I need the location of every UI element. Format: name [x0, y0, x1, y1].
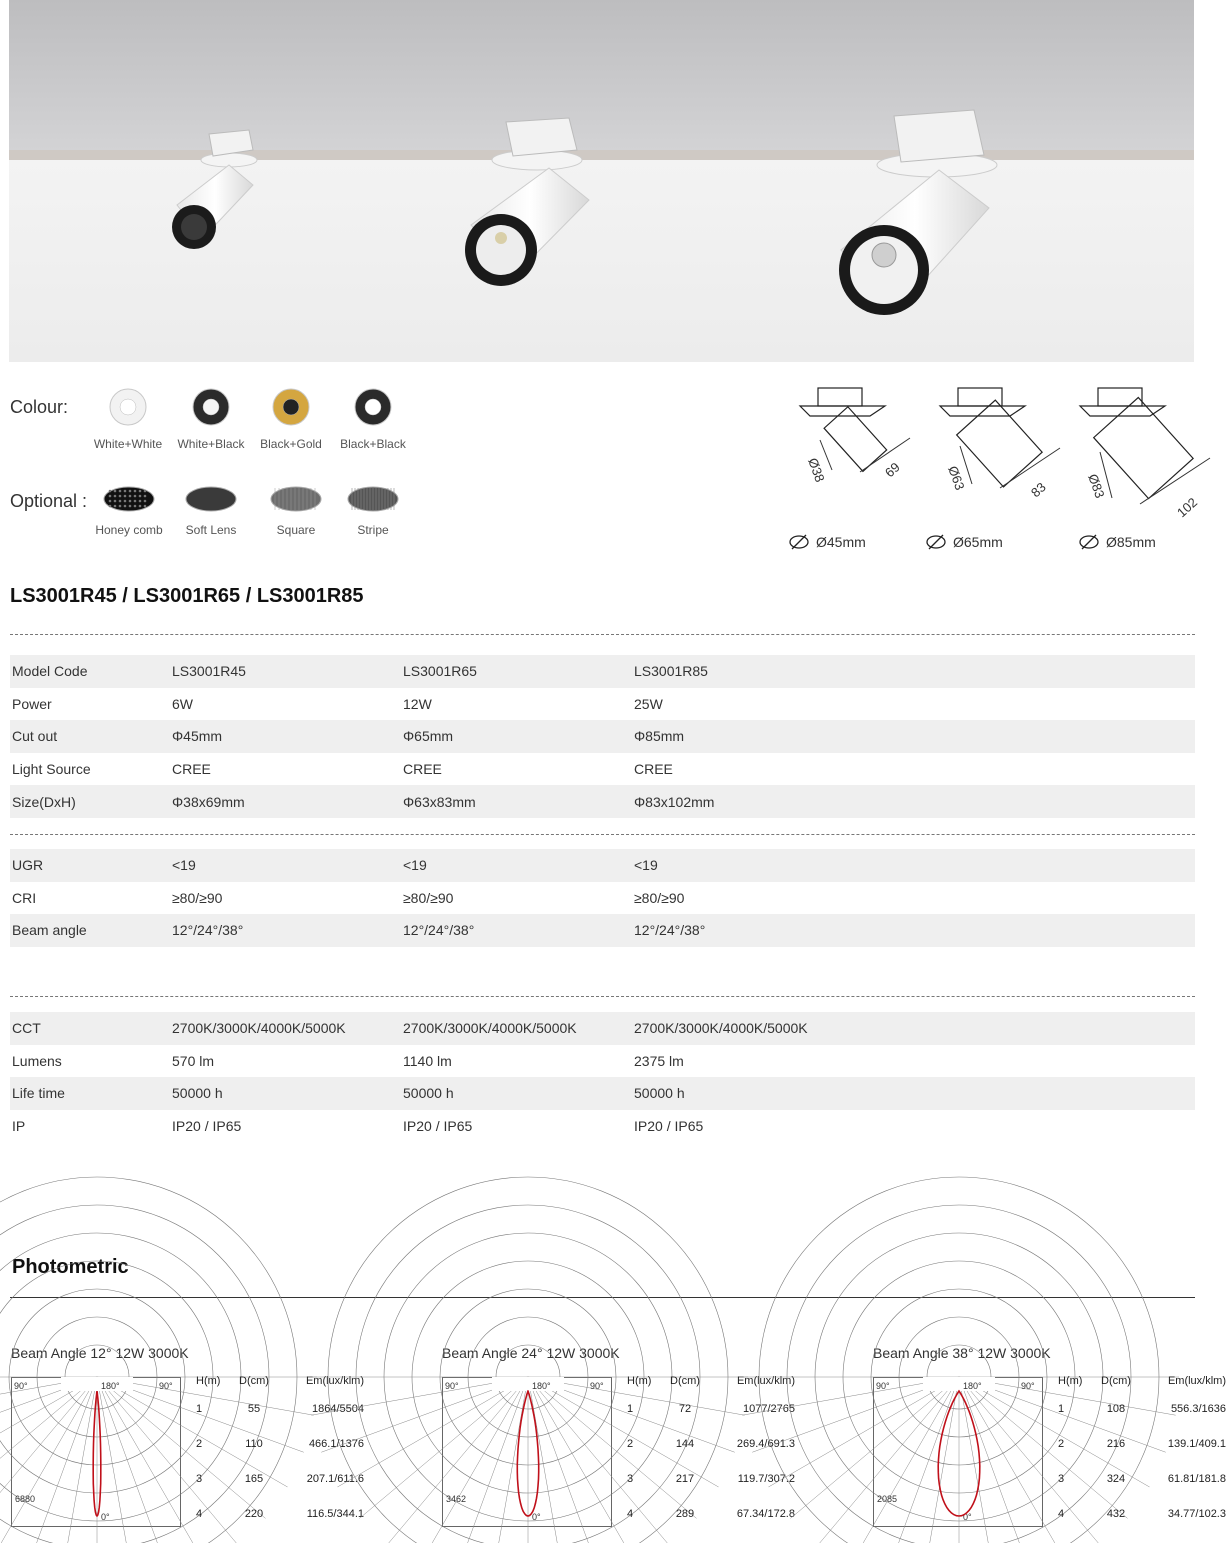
spec-row [10, 1077, 1195, 1110]
spec-value: 6W [172, 695, 193, 712]
colour-option-label: White+Black [177, 437, 245, 451]
photometric-cell: 144 [675, 1438, 695, 1450]
spec-row [10, 753, 1195, 786]
polar-axis-label: 90° [14, 1381, 28, 1391]
colour-option[interactable] [328, 387, 418, 451]
photometric-row [1058, 1438, 1226, 1473]
photometric-cell: 3 [627, 1473, 634, 1485]
spec-label: Beam angle [12, 922, 87, 939]
dimension-drawing [940, 388, 1060, 500]
spec-value: 2700K/3000K/4000K/5000K [172, 1020, 346, 1037]
dimension-drawing [1080, 388, 1210, 520]
photometric-header: Em(lux/klm) [305, 1375, 364, 1387]
cutout-size [1078, 534, 1156, 550]
spec-row [10, 882, 1195, 915]
spotlight-small [172, 130, 257, 249]
dimension-drawings [760, 380, 1201, 555]
product-photo [9, 0, 1194, 362]
spec-value: Φ63x83mm [403, 793, 476, 810]
photometric-cell: 207.1/611.6 [306, 1473, 364, 1485]
spec-value: Φ65mm [403, 728, 454, 745]
photometric-row [196, 1508, 364, 1543]
photometric-row [627, 1473, 795, 1508]
photometric-cell: 216 [1106, 1438, 1126, 1450]
spec-label: Light Source [12, 761, 91, 778]
spec-value: 50000 h [634, 1085, 685, 1102]
photometric-row [627, 1508, 795, 1543]
spec-row [10, 688, 1195, 721]
spec-label: Power [12, 695, 52, 712]
spec-value: IP20 / IP65 [403, 1118, 473, 1135]
colour-option-label: White+White [93, 437, 163, 451]
photometric-table [196, 1375, 364, 1543]
photometric-chart-title: Beam Angle 24° 12W 3000K [442, 1345, 620, 1361]
spec-value: <19 [403, 857, 427, 874]
photometric-header: D(cm) [239, 1375, 269, 1387]
photometric-cell: 466.1/1376 [308, 1438, 364, 1450]
optional-accessory-label: Square [276, 523, 316, 537]
colour-swatch-icon [271, 387, 311, 427]
spec-value: 12°/24°/38° [403, 922, 475, 939]
spec-value: 570 lm [172, 1052, 215, 1069]
spec-value: Φ85mm [634, 728, 685, 745]
spec-value: ≥80/≥90 [634, 889, 685, 906]
optional-accessory-label: Honey comb [95, 523, 163, 537]
cutout-icon [925, 534, 947, 550]
polar-max-label: 6880 [15, 1494, 36, 1504]
spec-value: 1140 lm [403, 1052, 452, 1069]
optional-accessory[interactable] [328, 485, 418, 537]
photometric-cell: 1 [1058, 1403, 1065, 1415]
spec-table-optics [10, 849, 1195, 947]
spec-value: 2700K/3000K/4000K/5000K [403, 1020, 577, 1037]
photometric-cell: 139.1/409.1 [1167, 1438, 1226, 1450]
spec-value: 12W [403, 695, 432, 712]
photometric-cell: 4 [196, 1508, 203, 1520]
spec-value: Φ38x69mm [172, 793, 245, 810]
cutout-icon [788, 534, 810, 550]
cutout-size [788, 534, 866, 550]
photometric-cell: 2 [1058, 1438, 1065, 1450]
optional-accessory-label: Stripe [357, 523, 389, 537]
polar-axis-label: 90° [876, 1381, 890, 1391]
photometric-row [196, 1403, 364, 1438]
photometric-header: Em(lux/klm) [736, 1375, 795, 1387]
photometric-chart [442, 1345, 795, 1534]
cutout-icon [1078, 534, 1100, 550]
spec-value: 50000 h [403, 1085, 454, 1102]
diameter-label: Ø83 [1085, 471, 1108, 501]
polar-diagram [442, 1377, 612, 1527]
spec-value: IP20 / IP65 [172, 1118, 242, 1135]
spec-value: CREE [172, 761, 211, 778]
photometric-cell: 1 [196, 1403, 203, 1415]
spec-value: <19 [172, 857, 196, 874]
spec-value: 50000 h [172, 1085, 223, 1102]
spec-value: LS3001R85 [634, 663, 708, 680]
photometric-cell: 55 [247, 1403, 261, 1415]
spotlight-illustration [9, 0, 1194, 362]
photometric-cell: 34.77/102.3 [1167, 1508, 1226, 1520]
photometric-row [627, 1403, 795, 1438]
diameter-label: Ø38 [805, 455, 828, 485]
photometric-cell: 4 [1058, 1508, 1065, 1520]
photometric-cell: 3 [1058, 1473, 1065, 1485]
colour-option-label: Black+Gold [260, 437, 322, 451]
height-label: 69 [881, 459, 903, 481]
spec-row [10, 1045, 1195, 1078]
optional-accessory[interactable] [166, 485, 256, 537]
spec-label: Size(DxH) [12, 793, 76, 810]
photometric-row [627, 1438, 795, 1473]
polar-axis-label: 90° [590, 1381, 604, 1391]
spec-label: CCT [12, 1020, 41, 1037]
photometric-header: H(m) [627, 1375, 652, 1387]
spec-value: Φ45mm [172, 728, 223, 745]
photometric-row [1058, 1473, 1226, 1508]
cutout-size [925, 534, 1003, 550]
colour-option[interactable] [166, 387, 256, 451]
photometric-cell: 217 [675, 1473, 695, 1485]
spec-row [10, 1012, 1195, 1045]
spec-value: 25W [634, 695, 663, 712]
accessory-icon [346, 485, 400, 513]
photometric-cell: 119.7/307.2 [737, 1473, 795, 1485]
photometric-cell: 1864/5504 [312, 1403, 364, 1415]
diameter-label: Ø63 [945, 463, 968, 493]
optional-label: Optional : [10, 491, 88, 511]
photometric-cell: 4 [627, 1508, 634, 1520]
accessory-icon [102, 485, 156, 513]
photometric-cell: 67.34/172.8 [736, 1508, 795, 1520]
photometric-row [1058, 1403, 1226, 1438]
spec-label: Cut out [12, 728, 58, 745]
colour-option[interactable] [83, 387, 173, 451]
photometric-chart [11, 1345, 364, 1534]
photometric-cell: 289 [675, 1508, 695, 1520]
colour-option[interactable] [246, 387, 336, 451]
polar-max-label: 2085 [877, 1494, 898, 1504]
optional-accessory-label: Soft Lens [185, 523, 237, 537]
divider [10, 834, 1195, 835]
spec-row [10, 849, 1195, 882]
spec-row [10, 785, 1195, 818]
photometric-cell: 72 [678, 1403, 692, 1415]
product-title: LS3001R45 / LS3001R65 / LS3001R85 [10, 585, 364, 607]
polar-axis-label: 180° [963, 1381, 982, 1391]
photometric-header: D(cm) [670, 1375, 700, 1387]
photometric-table [1058, 1375, 1226, 1543]
colour-label: Colour: [10, 397, 69, 417]
spec-value: 12°/24°/38° [634, 922, 706, 939]
spec-label: Model Code [12, 663, 88, 680]
spec-value: 12°/24°/38° [172, 922, 244, 939]
photometric-title: Photometric [12, 1256, 129, 1278]
spotlight-medium [465, 118, 589, 286]
spec-value: Φ83x102mm [634, 793, 715, 810]
photometric-cell: 2 [196, 1438, 203, 1450]
spec-value: CREE [634, 761, 673, 778]
photometric-cell: 108 [1106, 1403, 1126, 1415]
polar-axis-label: 0° [101, 1512, 110, 1522]
colour-swatch-icon [191, 387, 231, 427]
polar-axis-label: 0° [963, 1512, 972, 1522]
polar-axis-label: 90° [445, 1381, 459, 1391]
cutout-size-label: Ø65mm [953, 534, 1003, 550]
spec-row [10, 720, 1195, 753]
photometric-cell: 61.81/181.8 [1167, 1473, 1226, 1485]
photometric-cell: 1077/2765 [743, 1403, 795, 1415]
accessory-icon [184, 485, 238, 513]
photometric-header: H(m) [1058, 1375, 1083, 1387]
spec-table-basic [10, 655, 1195, 818]
photometric-cell: 324 [1106, 1473, 1126, 1485]
cutout-size-label: Ø85mm [1106, 534, 1156, 550]
spec-value: ≥80/≥90 [172, 889, 223, 906]
photometric-cell: 1 [627, 1403, 634, 1415]
spec-label: Lumens [12, 1052, 62, 1069]
polar-axis-label: 0° [532, 1512, 541, 1522]
spec-label: UGR [12, 857, 44, 874]
photometric-chart-title: Beam Angle 38° 12W 3000K [873, 1345, 1051, 1361]
cutout-size-label: Ø45mm [816, 534, 866, 550]
spec-value: <19 [634, 857, 658, 874]
photometric-header: Em(lux/klm) [1167, 1375, 1226, 1387]
polar-diagram [873, 1377, 1043, 1527]
photometric-cell: 116.5/344.1 [306, 1508, 364, 1520]
spec-label: CRI [12, 889, 37, 906]
spec-value: 2375 lm [634, 1052, 684, 1069]
divider [10, 634, 1195, 635]
photometric-chart [873, 1345, 1226, 1534]
photometric-header: H(m) [196, 1375, 221, 1387]
height-label: 102 [1173, 494, 1201, 521]
photometric-divider [10, 1297, 1195, 1298]
spotlight-large [839, 110, 997, 315]
colour-option-label: Black+Black [340, 437, 406, 451]
polar-axis-label: 180° [532, 1381, 551, 1391]
spec-label: IP [12, 1118, 26, 1135]
spec-value: LS3001R65 [403, 663, 477, 680]
photometric-row [196, 1473, 364, 1508]
optional-accessory[interactable] [84, 485, 174, 537]
photometric-cell: 110 [245, 1438, 263, 1450]
photometric-cell: 269.4/691.3 [736, 1438, 795, 1450]
photometric-row [1058, 1508, 1226, 1543]
photometric-table [627, 1375, 795, 1543]
photometric-cell: 3 [196, 1473, 203, 1485]
photometric-cell: 556.3/1636 [1170, 1403, 1226, 1415]
spec-value: 2700K/3000K/4000K/5000K [634, 1020, 808, 1037]
spec-row [10, 1110, 1195, 1143]
spec-value: IP20 / IP65 [634, 1118, 704, 1135]
polar-axis-label: 180° [101, 1381, 120, 1391]
photometric-chart-title: Beam Angle 12° 12W 3000K [11, 1345, 189, 1361]
divider [10, 996, 1195, 997]
photometric-cell: 432 [1106, 1508, 1126, 1520]
spec-table-performance [10, 1012, 1195, 1142]
photometric-row [196, 1438, 364, 1473]
spec-label: Life time [12, 1085, 65, 1102]
photometric-header: D(cm) [1101, 1375, 1131, 1387]
spec-row [10, 914, 1195, 947]
spec-value: CREE [403, 761, 442, 778]
photometric-cell: 165 [244, 1473, 264, 1485]
colour-swatch-icon [353, 387, 393, 427]
spec-row [10, 655, 1195, 688]
dimension-drawing [800, 388, 910, 484]
photometric-cell: 220 [244, 1508, 264, 1520]
colour-swatch-icon [108, 387, 148, 427]
height-label: 83 [1027, 479, 1049, 501]
polar-diagram [11, 1377, 181, 1527]
accessory-icon [269, 485, 323, 513]
polar-axis-label: 90° [159, 1381, 173, 1391]
polar-axis-label: 90° [1021, 1381, 1035, 1391]
spec-value: LS3001R45 [172, 663, 246, 680]
polar-max-label: 3462 [446, 1494, 467, 1504]
photometric-cell: 2 [627, 1438, 634, 1450]
spec-value: ≥80/≥90 [403, 889, 454, 906]
